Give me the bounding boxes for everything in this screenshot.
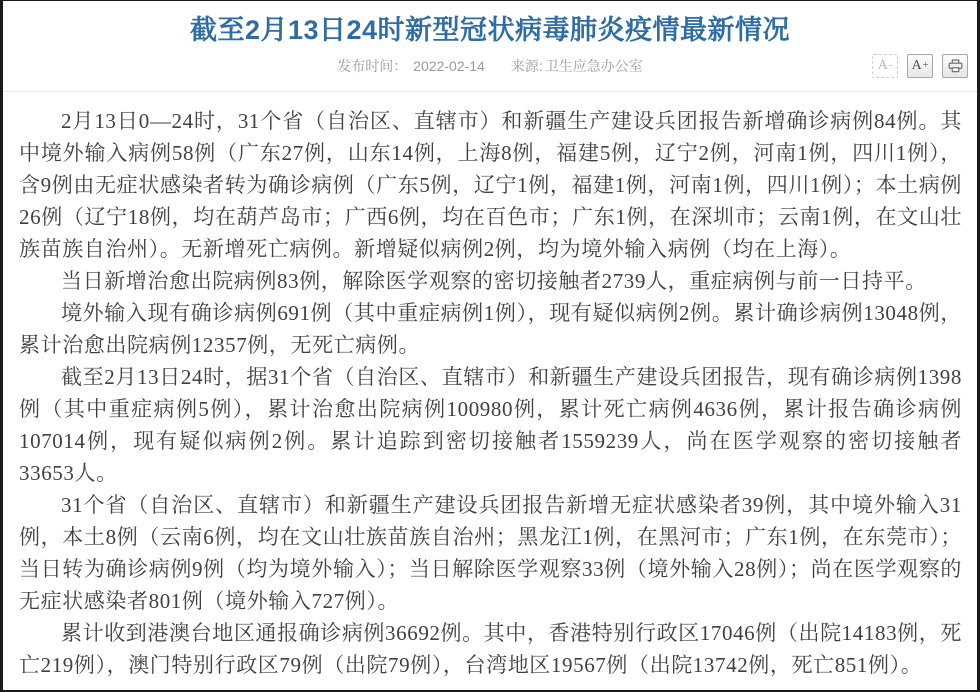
article-paragraph: 累计收到港澳台地区通报确诊病例36692例。其中，香港特别行政区17046例（出院14183例，死亡219例），澳门特别行政区79例（出院79例），台湾地区19567例（出院13742例，死亡851例）。 bbox=[19, 621, 962, 677]
plus-icon: + bbox=[922, 60, 929, 71]
page-title: 截至2月13日24时新型冠状病毒肺炎疫情最新情况 bbox=[189, 15, 791, 45]
font-decrease-letter: A bbox=[877, 58, 888, 73]
publish-date: 2022-02-14 bbox=[413, 58, 485, 74]
article-paragraph: 截至2月13日24时，据31个省（自治区、直辖市）和新疆生产建设兵团报告，现有确诊病例1398例（其中重症病例5例），累计治愈出院病例100980例，累计死亡病例4636例，累计报告确诊病例107014例，现有疑似病例2例。累计追踪到密切接触者1559239人，尚在医学观察的密切接触者33653人。 bbox=[19, 365, 962, 485]
article-body bbox=[3, 92, 977, 681]
publish-time-label: 发布时间： bbox=[337, 58, 408, 74]
print-button[interactable] bbox=[942, 54, 968, 78]
minus-icon: - bbox=[888, 60, 893, 71]
article-header bbox=[3, 1, 977, 92]
font-increase-letter: A bbox=[911, 58, 922, 73]
article-paragraph: 境外输入现有确诊病例691例（其中重症病例1例），现有疑似病例2例。累计确诊病例13048例，累计治愈出院病例12357例，无死亡病例。 bbox=[19, 301, 962, 357]
font-decrease-button[interactable] bbox=[872, 54, 898, 78]
source-name: 卫生应急办公室 bbox=[544, 58, 643, 74]
source-label: 来源: bbox=[510, 58, 543, 74]
article-toolbar bbox=[872, 54, 968, 78]
article-paragraph: 2月13日0—24时，31个省（自治区、直辖市）和新疆生产建设兵团报告新增确诊病例84例。其中境外输入病例58例（广东27例，山东14例，上海8例，福建5例，辽宁2例，河南1例，四川1例），含9例由无症状感染者转为确诊病例（广东5例，辽宁1例，福建1例，河南1例，四川1例）；本土病例26例（辽宁18例，均在葫芦岛市；广西6例，均在百色市；广东1例，在深圳市；云南1例，在文山壮族苗族自治州）。无新增死亡病例。新增疑似病例2例，均为境外输入病例（均在上海）。 bbox=[19, 109, 962, 261]
publish-info-row bbox=[3, 56, 977, 76]
printer-icon bbox=[948, 59, 963, 73]
article-paragraph: 当日新增治愈出院病例83例，解除医学观察的密切接触者2739人，重症病例与前一日持平。 bbox=[61, 269, 927, 293]
article-paragraph: 31个省（自治区、直辖市）和新疆生产建设兵团报告新增无症状感染者39例，其中境外输入31例，本土8例（云南6例，均在文山壮族苗族自治州；黑龙江1例，在黑河市；广东1例，在东莞市）；当日转为确诊病例9例（均为境外输入）；当日解除医学观察33例（境外输入28例）；尚在医学观察的无症状感染者801例（境外输入727例）。 bbox=[19, 493, 962, 613]
font-increase-button[interactable] bbox=[907, 54, 933, 78]
